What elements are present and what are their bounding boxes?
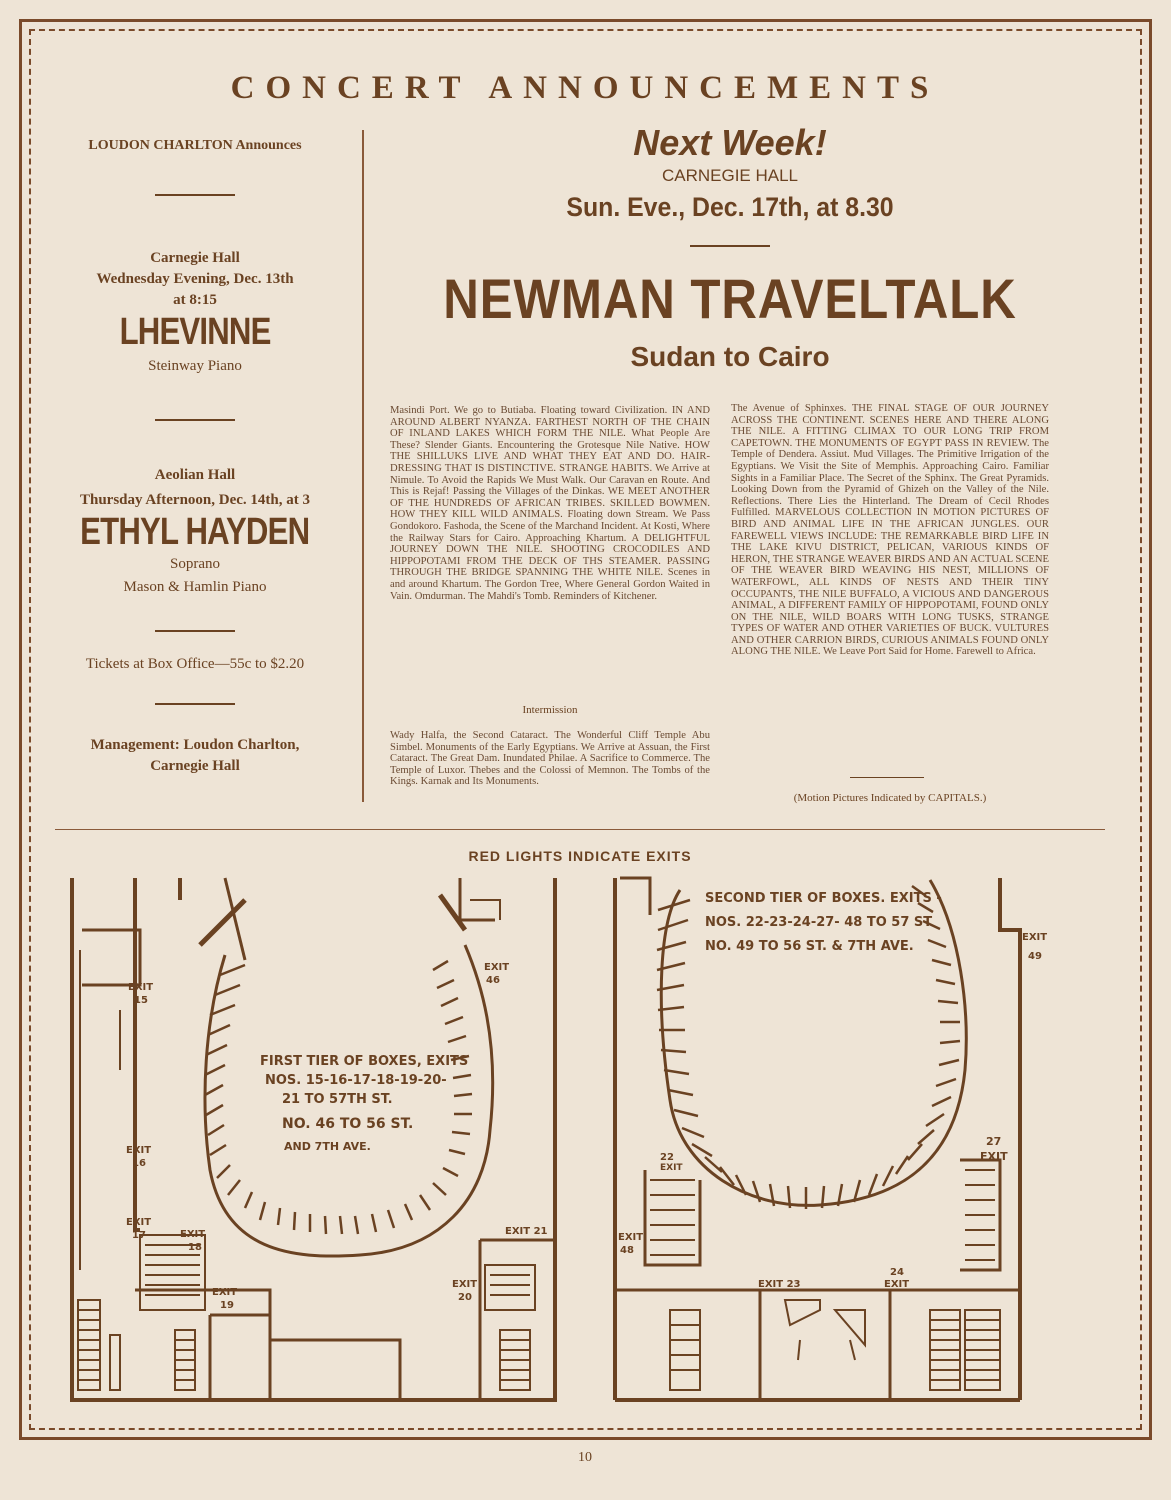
exit-number: 46: [486, 975, 500, 986]
event1-piano: Steinway Piano: [148, 358, 242, 374]
floor-plans-heading: RED LIGHTS INDICATE EXITS: [468, 848, 692, 864]
exit-number: 18: [188, 1242, 202, 1253]
second-tier-label-line2: NOS. 22-23-24-27- 48 TO 57 ST: [705, 915, 933, 930]
traveltalk-subtitle: Sudan to Cairo: [630, 341, 830, 372]
event1-artist: LHEVINNE: [119, 311, 271, 353]
traveltalk-date: Sun. Eve., Dec. 17th, at 8.30: [566, 192, 894, 222]
page-number: 10: [578, 1450, 592, 1465]
exit-number: 16: [132, 1158, 146, 1169]
exit-label: EXIT: [1022, 932, 1048, 943]
traveltalk-title: NEWMAN TRAVELTALK: [443, 267, 1017, 330]
first-tier-label-line5: AND 7TH AVE.: [284, 1140, 371, 1153]
exit-label: EXIT: [484, 962, 510, 973]
event1-when-line1: Wednesday Evening, Dec. 13th: [96, 271, 294, 287]
event2-venue: Aeolian Hall: [154, 467, 236, 483]
management-line2: Carnegie Hall: [150, 758, 240, 774]
divider: [850, 777, 924, 778]
event2-piano: Mason & Hamlin Piano: [123, 579, 267, 595]
exit-number: 27: [986, 1135, 1002, 1148]
exit-number: 24: [890, 1267, 904, 1278]
next-week-heading: Next Week!: [633, 122, 827, 163]
exit-label: EXIT: [212, 1287, 238, 1298]
column-divider: [362, 130, 364, 802]
exit-label: EXIT: [128, 982, 154, 993]
motion-pictures-note: (Motion Pictures Indicated by CAPITALS.): [793, 792, 987, 804]
first-tier-label-line3: 21 TO 57TH ST.: [282, 1092, 393, 1107]
exit-number: 15: [134, 995, 148, 1006]
event1-when-line2: at 8:15: [173, 292, 217, 308]
first-tier-label-line4: NO. 46 TO 56 ST.: [282, 1116, 414, 1132]
program-text-col1: Masindi Port. We go to Butiaba. Floating toward Civilization. IN AND AROUND ALBERT NYANZA. FARTHEST NORTH OF THE CHAIN OF INLAND LAKES WHICH FORM THE NILE. What People Are These? Slender Giants. Encountering the Grotesque Nile Native. HOW THE SHILLUKS LIVE AND WHAT THEY EAT AND DO. HAIR-DRESSING THAT IS DISTINCTIVE. STRANGE HABITS. We Arrive at Nimule. To Avoid the Rapids We Must Walk. Our Caravan en Route. And This is Rejaf! Passing the Villages of the Dinkas. WE MEET ANOTHER OF THE HUNDREDS OF AFRICAN TRIBES. SKILLED BOWMEN. HOW THEY KILL WILD ANIMALS. Floating down Stream. We Pass Gondokoro. Fashoda, the Scene of the Marchand Incident. At Kosti, Where the Railway Stars for Cairo. Approaching Khartum. A DELIGHTFUL JOURNEY DOWN THE NILE. SHOOTING CROCODILES AND HIPPOPOTAMI FROM THE DECK OF THS STEAMER. PASSING THROUGH THE BRIDGE SPANNING THE WHITE NILE. Scenes in and around Khartum. The Gordon Tree, Where General Gordon Waited in Vain. Omdurman. The Mahdi's Tomb. Reminders of Kitchener.: [390, 405, 710, 602]
exit-number: 17: [132, 1230, 146, 1241]
management-line1: Management: Loudon Charlton,: [90, 737, 300, 753]
program-text-col2: The Avenue of Sphinxes. THE FINAL STAGE OF OUR JOURNEY ACROSS THE CONTINENT. SCENES HERE AND THERE ALONG THE NILE. A FITTING CLIMAX TO OUR LONG TRIP FROM CAPETOWN. THE MONUMENTS OF EGYPT PASS IN REVIEW. The Temple of Dendera. Assiut. Mud Villages. The Primitive Irrigation of the Egyptians. We Visit the Site of Memphis. Approaching Cairo. Familiar Sights in a Familiar Place. The Secret of the Sphinx. The Great Pyramids. Looking Down from the Pyramid of Ghizeh on the Valley of the Nile. Reflections. There Lies the Hinterland. The Dream of Cecil Rhodes Fulfilled. MARVELOUS COLLECTION IN MOTION PICTURES OF BIRD AND ANIMAL LIFE IN THE AFRICAN JUNGLES. OUR FAREWELL VIEWS INCLUDE: THE REMARKABLE BIRD LIFE IN THE LAKE KIVU DISTRICT, PELICAN, VARIOUS KINDS OF HERON, THE STRANGE WEAVER BIRDS AND AN ACTUAL SCENE OF THE WEAVER BIRD WEAVING HIS NEST, MILLIONS OF WATERFOWL, ALL KINDS OF NESTS AND THEIR TINY OCCUPANTS, THE NILE BUFFALO, A VICIOUS AND DANGEROUS ANIMAL, A DIFFERENT FAMILY OF HIPPOPOTAMI, FOUND ONLY ON THE NILE, WILD BOARS WITH LONG TUSKS, STRANGE TYPES OF WATER AND OTHER VARIETIES OF BUCK. VULTURES AND OTHER CARRION BIRDS, CURIOUS ANIMALS FOUND ONLY ALONG THE NILE. We Leave Port Said for Home. Farewell to Africa.: [731, 403, 1049, 658]
exit-label: EXIT: [452, 1279, 478, 1290]
section-divider: [55, 829, 1105, 830]
exit-label: EXIT 21: [505, 1226, 548, 1237]
exit-number: 48: [620, 1245, 634, 1256]
exit-label: EXIT: [126, 1217, 152, 1228]
exit-number: 49: [1028, 951, 1042, 962]
event2-artist: ETHYL HAYDEN: [80, 511, 310, 553]
exit-number: 20: [458, 1292, 472, 1303]
left-announcements: [50, 138, 340, 777]
exit-label: EXIT: [884, 1279, 910, 1290]
first-tier-label-line2: NOS. 15-16-17-18-19-20-: [265, 1073, 447, 1088]
page-title: CONCERT ANNOUNCEMENTS: [230, 70, 940, 106]
event1-venue: Carnegie Hall: [150, 250, 240, 266]
exit-label: EXIT: [618, 1232, 644, 1243]
presenter-line: LOUDON CHARLTON Announces: [88, 138, 302, 153]
divider: [155, 194, 235, 196]
traveltalk-venue: CARNEGIE HALL: [661, 166, 799, 185]
exit-label: EXIT: [660, 1163, 683, 1173]
exit-label: EXIT 23: [758, 1279, 801, 1290]
exit-label: EXIT: [980, 1150, 1008, 1163]
divider: [690, 245, 770, 247]
floor-plans: [60, 870, 1110, 1405]
second-tier-label-line1: SECOND TIER OF BOXES. EXITS -: [705, 891, 942, 906]
exit-number: 19: [220, 1300, 234, 1311]
event2-when: Thursday Afternoon, Dec. 14th, at 3: [79, 492, 310, 508]
second-tier-label-line3: NO. 49 TO 56 ST. & 7TH AVE.: [705, 939, 914, 954]
program-text-col1-part2: Wady Halfa, the Second Cataract. The Wonderful Cliff Temple Abu Simbel. Monuments of the Early Egyptians. We Arrive at Assuan, the First Cataract. The Great Dam. Inundated Philae. A Sacrifice to Commerce. The Temple of Luxor. Thebes and the Colossi of Memnon. The Tombs of the Kings. Karnak and Its Monuments.: [390, 730, 710, 788]
exit-label: EXIT: [180, 1229, 206, 1240]
divider: [155, 630, 235, 632]
exit-number: 22: [660, 1152, 674, 1163]
divider: [155, 703, 235, 705]
intermission-label: Intermission: [522, 704, 578, 716]
event2-role: Soprano: [170, 556, 220, 572]
exit-label: EXIT: [126, 1145, 152, 1156]
divider: [155, 419, 235, 421]
traveltalk-announcement: [380, 122, 1080, 373]
first-tier-label-line1: FIRST TIER OF BOXES, EXITS: [260, 1054, 469, 1069]
tickets-line: Tickets at Box Office—55c to $2.20: [85, 656, 305, 672]
